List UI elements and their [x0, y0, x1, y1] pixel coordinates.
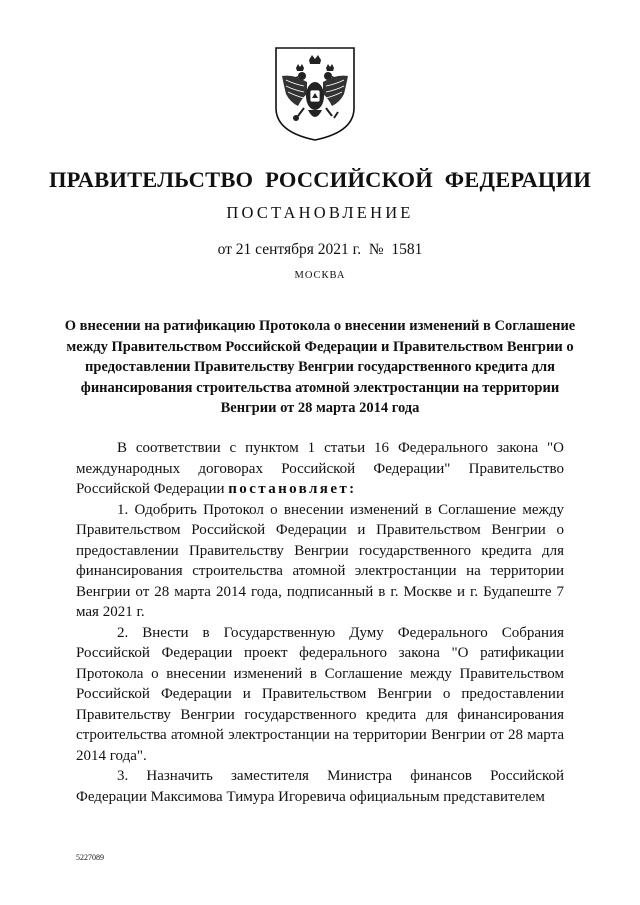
double-headed-eagle-emblem-icon — [274, 46, 356, 142]
preamble-action: постановляет: — [228, 481, 357, 497]
decree-date-number: от 21 сентября 2021 г. № 1581 — [217, 241, 423, 258]
city-label: МОСКВА — [294, 270, 346, 281]
item-3-paragraph: 3. Назначить заместителя Министра финансов Российской Федерации Максимова Тимура Игоревича официальным представителем — [76, 768, 564, 805]
decree-body — [76, 438, 564, 807]
document-type: ПОСТАНОВЛЕНИЕ — [226, 203, 414, 222]
preamble-text: В соответствии с пунктом 1 статьи 16 Федерального закона "О международных договорах Российской Федерации" Правительство Российской Федерации — [76, 440, 564, 497]
preamble-paragraph — [76, 438, 564, 500]
item-1-paragraph: 1. Одобрить Протокол о внесении изменений в Соглашение между Правительством Российской Федерации и Правительством Венгрии о предоставлении Правительству Венгрии государственного кредита для финансирования строительства атомной электростанции на территории Венгрии от 28 марта 2014 года, подписанный в г. Москве и г. Будапеште 7 мая 2021 г. — [76, 501, 564, 620]
item-2-paragraph: 2. Внести в Государственную Думу Федерального Собрания Российской Федерации проект федерального закона "О ратификации Протокола о внесении изменений в Соглашение между Правительством Российской Федерации и Правительством Венгрии о предоставлении Правительству Венгрии государственного кредита для финансирования строительства атомной электростанции на территории Венгрии от 28 марта 2014 года". — [76, 624, 564, 764]
government-title: ПРАВИТЕЛЬСТВО РОССИЙСКОЙ ФЕДЕРАЦИИ — [48, 167, 592, 192]
document-code: 5227089 — [76, 853, 104, 862]
decree-subject: О внесении на ратификацию Протокола о внесении изменений в Соглашение между Правительством Российской Федерации и Правительством Венгрии о предоставлении Правительству Венгрии государственного кредита для финансирования строительства атомной электростанции на территории Венгрии от 28 марта 2014 года — [64, 318, 576, 416]
